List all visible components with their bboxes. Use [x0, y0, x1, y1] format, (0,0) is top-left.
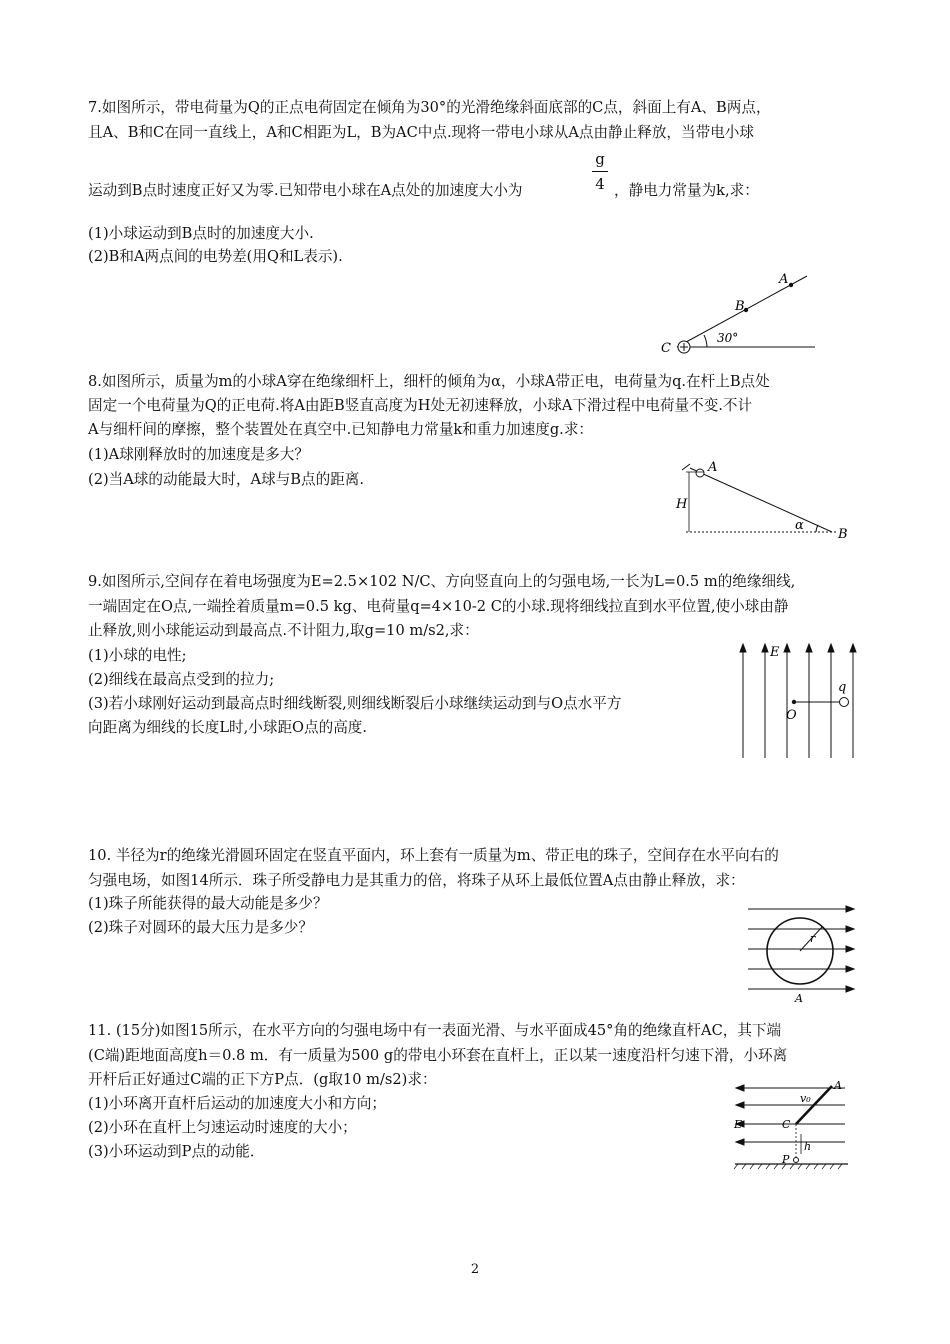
p9-line-3: 止释放,则小球能运动到最高点.不计阻力,取g=10 m/s2,求： [88, 622, 479, 639]
p7-line-2: 且A、B和C在同一直线上，A和C相距为L，B为AC中点.现将一带电小球从A点由静止释放，当带电小球 [88, 124, 755, 141]
label-b: B [838, 527, 848, 542]
label-r: r [810, 932, 816, 945]
p10-question-1: (1)珠子所能获得的最大动能是多少？ [88, 895, 328, 912]
p10-line-2: 匀强电场，如图14所示．珠子所受静电力是其重力的倍，将珠子从环上最低位置A点由静止释放，求： [88, 872, 745, 889]
label-e: E [734, 1118, 743, 1131]
p10-line-1: 10. 半径为r的绝缘光滑圆环固定在竖直平面内，环上套有一质量为m、带正电的珠子，空间存在水平向右的 [88, 847, 779, 864]
p7-fraction-denominator: 4 [595, 175, 605, 193]
label-o: O [786, 708, 797, 723]
p9-question-1: (1)小球的电性; [88, 647, 187, 664]
p11-line-3: 开杆后正好通过C端的正下方P点．(g取10 m/s2)求： [88, 1071, 437, 1088]
p7-line-3: 运动到B点时速度正好又为零.已知带电小球在A点处的加速度大小为 [88, 182, 523, 199]
ball-q [840, 698, 849, 707]
ball-a [696, 469, 704, 477]
p11-line-1: 11. (15分)如图15所示，在水平方向的匀强电场中有一表面光滑、与水平面成45°角的绝缘直杆AC，其下端 [88, 1022, 782, 1039]
label-angle: 30° [717, 331, 739, 345]
p9-line-1: 9.如图所示,空间存在着电场强度为E=2.5×102 N/C、方向竖直向上的匀强电场,一长为L=0.5 m的绝缘细线, [88, 573, 796, 590]
p10-ring-figure [740, 897, 860, 1005]
label-a: A [779, 272, 789, 287]
label-h: h [804, 1140, 812, 1153]
p8-line-3: A与细杆间的摩擦，整个装置处在真空中.已知静电力常量k和重力加速度g.求： [88, 421, 594, 438]
label-a: A [708, 460, 718, 475]
label-c: C [661, 341, 671, 356]
point-p [794, 1158, 799, 1163]
page-number: 2 [470, 1262, 480, 1277]
label-v0: v₀ [800, 1092, 811, 1105]
label-alpha: α [795, 518, 804, 533]
p9-question-3b: 向距离为细线的长度L时,小球距O点的高度. [88, 719, 368, 736]
label-h: H [676, 497, 688, 512]
p10-question-2: (2)珠子对圆环的最大压力是多少？ [88, 919, 313, 936]
label-p: P [782, 1153, 790, 1166]
p7-incline-figure [655, 268, 825, 363]
label-a: A [834, 1079, 842, 1092]
label-a: A [795, 992, 803, 1005]
p7-line-1: 7.如图所示，带电荷量为Q的正点电荷固定在倾角为30°的光滑绝缘斜面底部的C点，斜面上有A、B两点， [88, 99, 771, 116]
p9-question-3a: (3)若小球刚好运动到最高点时细线断裂,则细线断裂后小球继续运动到与O点水平方 [88, 695, 622, 712]
p7-fraction-bar [592, 171, 608, 172]
p7-question-2: (2)B和A两点间的电势差(用Q和L表示). [88, 248, 343, 265]
p9-line-2: 一端固定在O点,一端拴着质量m=0.5 kg、电荷量q=4×10-2 C的小球.现将细线拉直到水平位置,使小球由静 [88, 598, 789, 615]
p7-question-1: (1)小球运动到B点时的加速度大小. [88, 225, 314, 242]
p7-line-4: ，静电力常量为k,求： [614, 182, 759, 199]
label-e: E [770, 645, 780, 660]
p7-fraction-numerator: g [595, 150, 605, 168]
p8-question-1: (1)A球刚释放时的加速度是多大？ [88, 446, 309, 463]
p8-line-1: 8.如图所示，质量为m的小球A穿在绝缘细杆上，细杆的倾角为α，小球A带正电，电荷量为q.在杆上B点处 [88, 373, 770, 390]
p11-question-3: (3)小环运动到P点的动能． [88, 1143, 265, 1160]
p9-field-figure [730, 640, 860, 762]
label-q: q [838, 680, 847, 695]
p11-question-2: (2)小环在直杆上匀速运动时速度的大小； [88, 1119, 357, 1136]
point-a-dot [789, 283, 793, 287]
p8-rod-figure [672, 458, 862, 546]
p11-rod-figure [730, 1078, 855, 1173]
p11-line-2: (C端)距地面高度h＝0.8 m．有一质量为500 g的带电小环套在直杆上，正以某一速度沿杆匀速下滑，小环离 [88, 1047, 788, 1064]
p8-question-2: (2)当A球的动能最大时，A球与B点的距离. [88, 471, 365, 488]
p11-question-1: (1)小环离开直杆后运动的加速度大小和方向； [88, 1095, 386, 1112]
label-b: B [735, 299, 745, 314]
p9-question-2: (2)细线在最高点受到的拉力; [88, 671, 275, 688]
p8-line-2: 固定一个电荷量为Q的正电荷.将A由距B竖直高度为H处无初速释放，小球A下滑过程中电荷量不变.不计 [88, 397, 753, 414]
label-c: C [782, 1118, 791, 1131]
